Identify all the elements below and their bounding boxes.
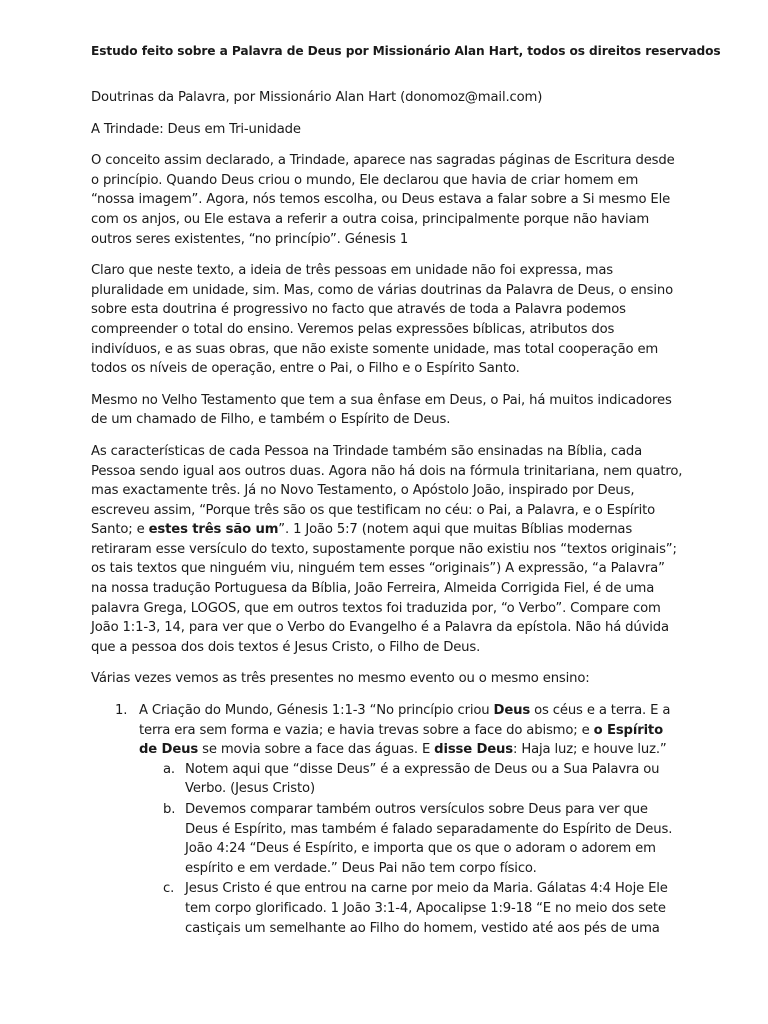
sub-list-text: Notem aqui que “disse Deus” é a expressão de Deus ou a Sua Palavra ou Verbo. (Jesus Cristo)	[185, 761, 660, 797]
sub-list-item	[139, 879, 683, 938]
sub-list-text: Devemos comparar também outros versículos sobre Deus para ver que Deus é Espírito, mas também é falado separadamente do Espírito de Deus. João 4:24 “Deus é Espírito, e importa que os que o adoram o adorem em espírito e em verdade.” Deus Pai não tem corpo físico.	[185, 802, 673, 876]
list-item-text-4: : Haja luz; e houve luz.”	[513, 742, 667, 758]
sub-list-letter: c.	[163, 881, 175, 897]
list-item-bold-2: o Espírito de Deus	[139, 722, 663, 758]
sub-list-text: Jesus Cristo é que entrou na carne por meio da Maria. Gálatas 4:4 Hoje Ele tem corpo glorificado. 1 João 3:1-4, Apocalipse 1:9-18 “E no meio dos sete castiçais um semelhante ao Filho do homem, vestido até aos pés de uma	[185, 881, 668, 936]
paragraph-4	[91, 442, 683, 658]
sub-list-letter: a.	[163, 761, 175, 777]
paragraph-2: Claro que neste texto, a ideia de três pessoas em unidade não foi expressa, mas pluralidade em unidade, sim. Mas, como de várias doutrinas da Palavra de Deus, o ensino sobre esta doutrina é progressivo no facto que através de toda a Palavra podemos compreender o total do ensino. Veremos pelas expressões bíblicas, atributos dos indivíduos, e as suas obras, que não existe somente unidade, mas total cooperação em todos os níveis de operação, entre o Pai, o Filho e o Espírito Santo.	[91, 263, 673, 377]
list-item-text-2: os céus e a terra. E a terra era sem forma e vazia; e havia trevas sobre a face do abismo; e	[139, 703, 671, 738]
paragraph-4-text-b: ”. 1 João 5:7 (notem aqui que muitas Bíblias modernas retiraram esse versículo do texto, supostamente porque não existiu nos “textos originais”; os tais textos que ninguém viu, ninguém tem esses “originais”) A expressão, “a Palavra” na nossa tradução Portuguesa da Bíblia, João Ferreira, Almeida Corrigida Fiel, é de uma palavra Grega, LOGOS, que em outros textos foi traduzida por, “o Verbo”. Compare com João 1:1-3, 14, para ver que o Verbo do Evangelho é a Palavra da epístola. Não há dúvida que a pessoa dos dois textos é Jesus Cristo, o Filho de Deus.	[91, 522, 677, 655]
paragraph-4-bold: estes três são um	[148, 522, 279, 538]
list-item	[91, 701, 683, 938]
list-number: 1.	[115, 703, 128, 719]
paragraph-1: O conceito assim declarado, a Trindade, aparece nas sagradas páginas de Escritura desde o princípio. Quando Deus criou o mundo, Ele declarou que havia de criar homem em “nossa imagem”. Agora, nós temos escolha, ou Deus estava a falar sobre a Si mesmo Ele com os anjos, ou Ele estava a referir a outra coisa, principalmente porque não haviam outros seres existentes, “no princípio”. Génesis 1	[91, 153, 675, 247]
paragraph-3: Mesmo no Velho Testamento que tem a sua ênfase em Deus, o Pai, há muitos indicadores de um chamado de Filho, e também o Espírito de Deus.	[91, 392, 672, 428]
list-item-bold-3: disse Deus	[434, 742, 513, 758]
paragraph-5: Várias vezes vemos as três presentes no mesmo evento ou o mesmo ensino:	[91, 671, 590, 687]
list-item-bold-1: Deus	[493, 703, 531, 719]
paragraph-4-text-a: As características de cada Pessoa na Trindade também são ensinadas na Bíblia, cada Pessoa sendo igual aos outros duas. Agora não há dois na fórmula trinitariana, nem quatro, mas exactamente três. Já no Novo Testamento, o Apóstolo João, inspirado por Deus, escreveu assim, “Porque três são os que testificam no céu: o Pai, a Palavra, e o Espírito Santo; e	[91, 443, 683, 538]
numbered-list	[91, 701, 683, 938]
list-item-text-1: A Criação do Mundo, Génesis 1:1-3 “No princípio criou	[139, 703, 494, 719]
sub-list-letter: b.	[163, 802, 176, 817]
document-title: Doutrinas da Palavra, por Missionário Alan Hart (donomoz@mail.com)	[91, 90, 543, 105]
sub-list-item	[139, 800, 683, 878]
section-subtitle: A Trindade: Deus em Tri-unidade	[91, 121, 301, 137]
list-item-text-3: se movia sobre a face das águas. E	[198, 742, 435, 758]
document-header: Estudo feito sobre a Palavra de Deus por Missionário Alan Hart, todos os direitos reservados	[91, 44, 721, 58]
document-body	[91, 88, 683, 939]
sub-list	[139, 760, 683, 938]
sub-list-item	[139, 760, 683, 799]
